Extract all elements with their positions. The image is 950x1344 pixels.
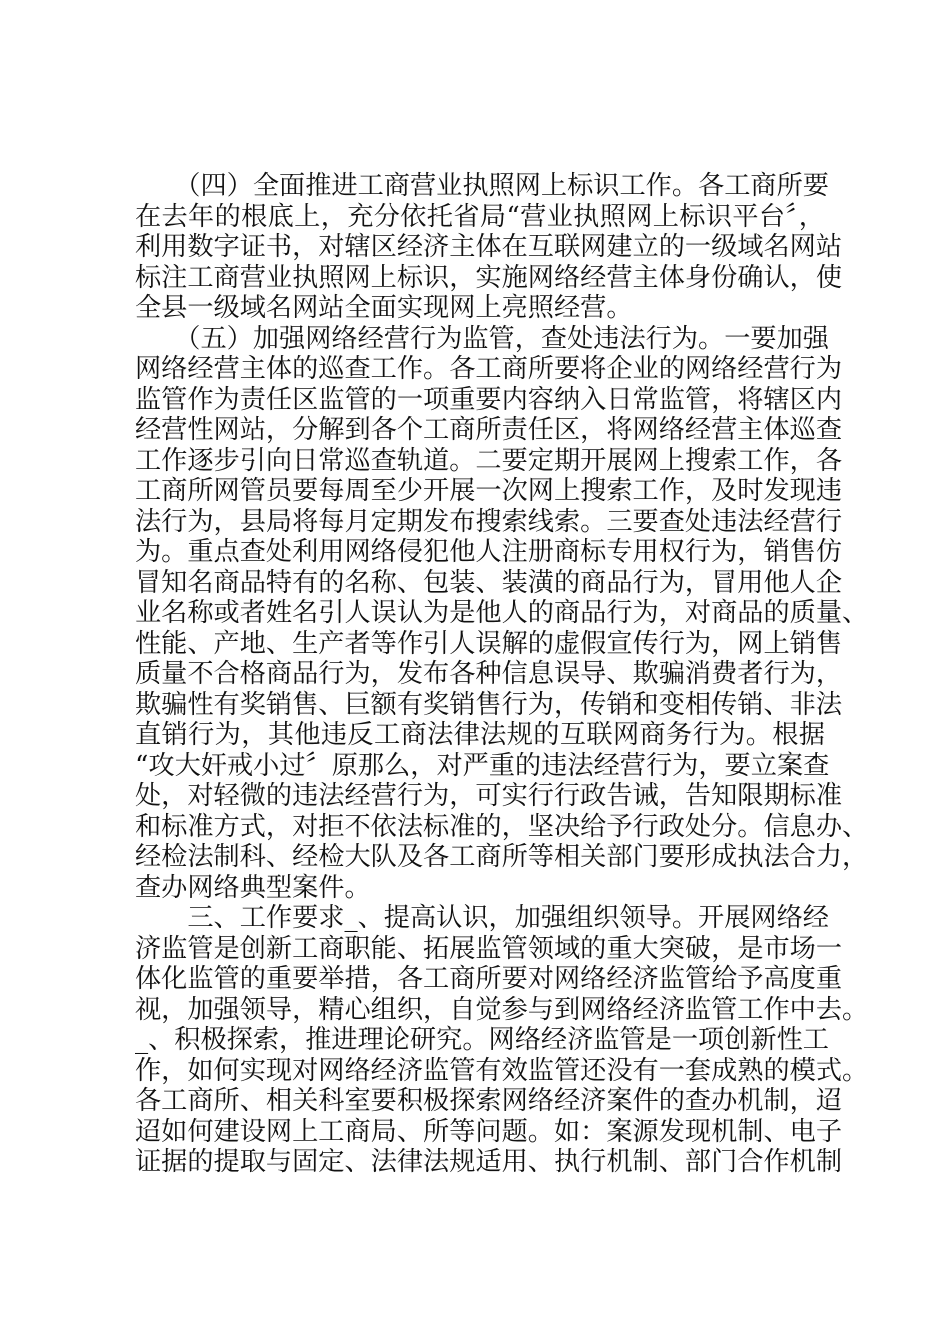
- text-line: 三、工作要求_、提高认识，加强组织领导。开展网络经: [135, 903, 829, 933]
- text-line: 工商所网管员要每周至少开展一次网上搜索工作，及时发现违: [135, 476, 843, 506]
- text-line: 监管作为责任区监管的一项重要内容纳入日常监管，将辖区内: [135, 384, 843, 415]
- text-line: “攻大奸戒小过〞原那么，对严重的违法经营行为，要立案查: [135, 750, 830, 781]
- text-line: 济监管是创新工商职能、拓展监管领域的重大突破，是市场一: [135, 933, 843, 964]
- text-line: 欺骗性有奖销售、巨额有奖销售行为，传销和变相传销、非法: [135, 689, 843, 720]
- text-line: 经检法制科、经检大队及各工商所等相关部门要形成执法合力，: [135, 842, 869, 872]
- text-line: 处，对轻微的违法经营行为，可实行行政告诫，告知限期标准: [135, 781, 843, 811]
- text-line: 迢如何建设网上工商局、所等问题。如：案源发现机制、电子: [135, 1116, 843, 1147]
- text-line: 和标准方式，对拒不依法标准的，坚决给予行政处分。信息办、: [135, 811, 869, 842]
- text-line: 标注工商营业执照网上标识，实施网络经营主体身份确认，使: [135, 262, 843, 293]
- text-line: 法行为，县局将每月定期发布搜索线索。三要查处违法经营行: [135, 506, 843, 537]
- text-line: 全县一级域名网站全面实现网上亮照经营。: [135, 293, 633, 323]
- text-line: 业名称或者姓名引人误认为是他人的商品行为，对商品的质量、: [135, 598, 869, 628]
- text-line: 冒知名商品特有的名称、包装、装潢的商品行为，冒用他人企: [135, 567, 843, 598]
- text-line: 利用数字证书，对辖区经济主体在互联网建立的一级域名网站: [135, 232, 843, 262]
- text-line: （四）全面推进工商营业执照网上标识工作。各工商所要: [135, 171, 829, 201]
- text-line: 体化监管的重要举措，各工商所要对网络经济监管给予高度重: [135, 964, 843, 994]
- text-line: 证据的提取与固定、法律法规适用、执行机制、部门合作机制: [135, 1147, 843, 1177]
- text-line: 质量不合格商品行为，发布各种信息误导、欺骗消费者行为，: [135, 659, 843, 689]
- text-line: 直销行为，其他违反工商法律法规的互联网商务行为。根据: [135, 720, 825, 750]
- text-line: 作，如何实现对网络经济监管有效监管还没有一套成熟的模式。: [135, 1055, 869, 1086]
- text-line: （五）加强网络经营行为监管，查处违法行为。一要加强: [135, 323, 829, 354]
- text-line: 性能、产地、生产者等作引人误解的虚假宣传行为，网上销售: [135, 628, 843, 659]
- text-line: 网络经营主体的巡查工作。各工商所要将企业的网络经营行为: [135, 354, 843, 384]
- body-text: [135, 171, 869, 1178]
- text-line: 查办网络典型案件。: [135, 872, 371, 903]
- text-line: 工作逐步引向日常巡查轨道。二要定期开展网上搜索工作，各: [135, 445, 843, 476]
- text-line: 为。重点查处利用网络侵犯他人注册商标专用权行为，销售仿: [135, 537, 843, 567]
- text-line: _、积极探索，推进理论研究。网络经济监管是一项创新性工: [135, 1025, 829, 1055]
- text-line: 经营性网站，分解到各个工商所责任区，将网络经营主体巡查: [135, 415, 843, 445]
- text-line: 视，加强领导，精心组织，自觉参与到网络经济监管工作中去。: [135, 994, 869, 1025]
- text-line: 在去年的根底上，充分依托省局“营业执照网上标识平台〞，: [135, 201, 825, 232]
- text-line: 各工商所、相关科室要积极探索网络经济案件的查办机制，迢: [135, 1086, 843, 1116]
